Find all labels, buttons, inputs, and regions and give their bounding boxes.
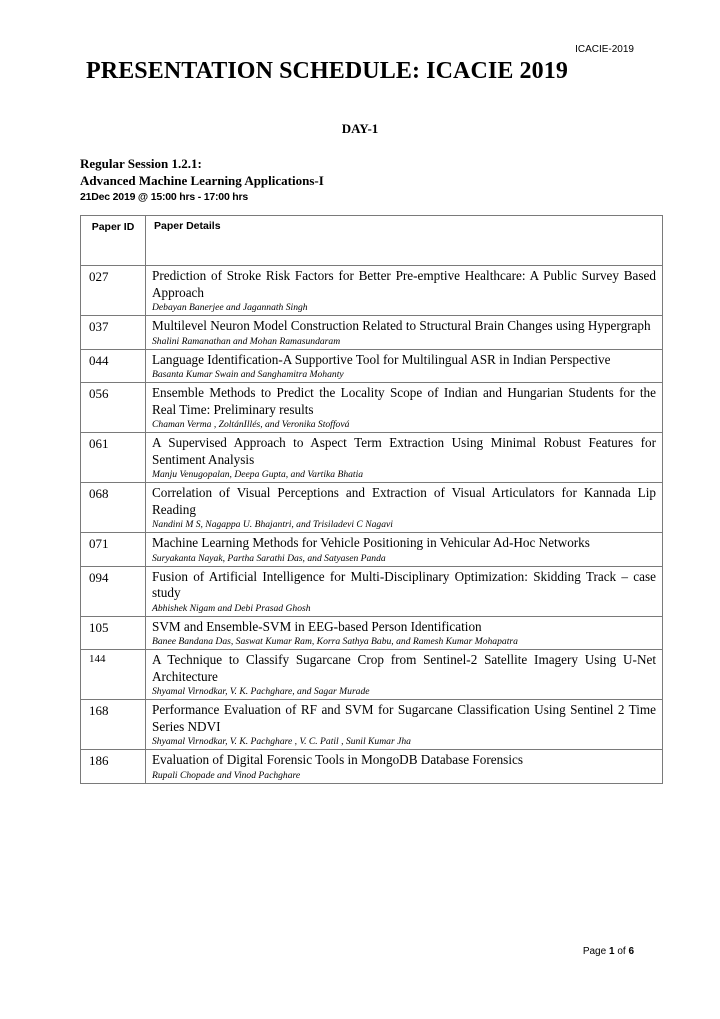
paper-title: Language Identification-A Supportive Tool for Multilingual ASR in Indian Perspective <box>152 351 611 367</box>
table-row <box>81 566 663 616</box>
paper-authors: Shalini Ramanathan and Mohan Ramasundaram <box>152 335 341 347</box>
day-heading: DAY-1 <box>341 121 379 136</box>
paper-id: 061 <box>81 433 146 483</box>
paper-id: 044 <box>81 349 146 383</box>
table-row <box>81 483 663 533</box>
paper-authors: Abhishek Nigam and Debi Prasad Ghosh <box>152 602 311 614</box>
paper-id: 105 <box>81 616 146 650</box>
paper-id: 068 <box>81 483 146 533</box>
paper-details <box>146 266 663 316</box>
paper-title: Performance Evaluation of RF and SVM for Sugarcane Classification Using Sentinel 2 Time Series NDVI <box>152 702 656 734</box>
table-body <box>81 266 663 784</box>
paper-details <box>146 433 663 483</box>
paper-details <box>146 566 663 616</box>
page-number <box>583 946 634 957</box>
page-title: PRESENTATION SCHEDULE: ICACIE 2019 <box>86 58 568 84</box>
paper-title: Evaluation of Digital Forensic Tools in MongoDB Database Forensics <box>152 752 523 767</box>
paper-id: 071 <box>81 533 146 567</box>
table-row <box>81 750 663 784</box>
col-header-paper-details: Paper Details <box>146 216 663 266</box>
session-topic: Advanced Machine Learning Applications-I <box>80 173 324 188</box>
paper-details <box>146 383 663 433</box>
table-row <box>81 383 663 433</box>
conference-tag: ICACIE-2019 <box>575 44 634 55</box>
table-row <box>81 316 663 350</box>
table-row <box>81 650 663 700</box>
paper-authors: Chaman Verma , ZoltánIllés, and Veronika Stoffová <box>152 419 350 430</box>
paper-details <box>146 700 663 750</box>
paper-id: 027 <box>81 266 146 316</box>
paper-details <box>146 316 663 350</box>
paper-authors: Nandini M S, Nagappa U. Bhajantri, and Trisiladevi C Nagavi <box>152 519 393 530</box>
page-total: 6 <box>628 946 634 957</box>
paper-authors: Basanta Kumar Swain and Sanghamitra Mohanty <box>152 369 344 380</box>
paper-authors: Rupali Chopade and Vinod Pachghare <box>152 769 301 781</box>
paper-authors: Debayan Banerjee and Jagannath Singh <box>152 302 308 313</box>
page-label: Page <box>582 946 607 957</box>
page-of: of <box>617 946 626 957</box>
paper-details <box>146 533 663 567</box>
session-name: Regular Session 1.2.1: <box>80 156 202 171</box>
col-header-paper-id: Paper ID <box>81 216 146 266</box>
session-info <box>80 155 324 206</box>
session-datetime: 21Dec 2019 @ 15:00 hrs - 17:00 hrs <box>80 191 249 203</box>
paper-authors: Shyamal Virnodkar, V. K. Pachghare, and Sagar Murade <box>152 686 370 697</box>
paper-title: A Supervised Approach to Aspect Term Extraction Using Minimal Robust Features for Sentiment Analysis <box>152 435 656 467</box>
paper-title: Correlation of Visual Perceptions and Extraction of Visual Articulators for Kannada Lip Reading <box>152 485 656 517</box>
table-row <box>81 433 663 483</box>
page-current: 1 <box>608 946 615 957</box>
paper-details <box>146 349 663 383</box>
paper-authors: Shyamal Virnodkar, V. K. Pachghare , V. C. Patil , Sunil Kumar Jha <box>152 736 411 747</box>
paper-title: SVM and Ensemble-SVM in EEG-based Person Identification <box>152 618 482 634</box>
paper-authors: Banee Bandana Das, Saswat Kumar Ram, Korra Sathya Babu, and Ramesh Kumar Mohapatra <box>152 636 518 647</box>
paper-title: Ensemble Methods to Predict the Locality Scope of Indian and Hungarian Students for the Real Time: Preliminary results <box>152 385 656 417</box>
table-row <box>81 616 663 650</box>
paper-authors: Manju Venugopalan, Deepa Gupta, and Vartika Bhatia <box>152 469 364 480</box>
table-row <box>81 533 663 567</box>
paper-id: 186 <box>81 750 146 784</box>
table-header-row <box>81 216 663 266</box>
paper-details <box>146 616 663 650</box>
paper-details <box>146 750 663 784</box>
paper-details <box>146 483 663 533</box>
paper-title: A Technique to Classify Sugarcane Crop from Sentinel-2 Satellite Imagery Using U-Net Architecture <box>152 652 656 684</box>
schedule-table <box>80 215 663 784</box>
paper-id: 037 <box>81 316 146 350</box>
table-row <box>81 266 663 316</box>
paper-title: Multilevel Neuron Model Construction Related to Structural Brain Changes using Hypergraph <box>152 318 651 333</box>
paper-id: 056 <box>81 383 146 433</box>
paper-title: Machine Learning Methods for Vehicle Positioning in Vehicular Ad-Hoc Networks <box>152 535 590 550</box>
paper-title: Fusion of Artificial Intelligence for Multi-Disciplinary Optimization: Skidding Track – case study <box>152 568 656 600</box>
paper-title: Prediction of Stroke Risk Factors for Better Pre-emptive Healthcare: A Public Survey Based Approach <box>152 268 656 300</box>
table-row <box>81 349 663 383</box>
paper-id: 144 <box>81 650 146 700</box>
paper-id: 094 <box>81 566 146 616</box>
table-row <box>81 700 663 750</box>
paper-authors: Suryakanta Nayak, Partha Sarathi Das, and Satyasen Panda <box>152 552 386 564</box>
paper-details <box>146 650 663 700</box>
paper-id: 168 <box>81 700 146 750</box>
